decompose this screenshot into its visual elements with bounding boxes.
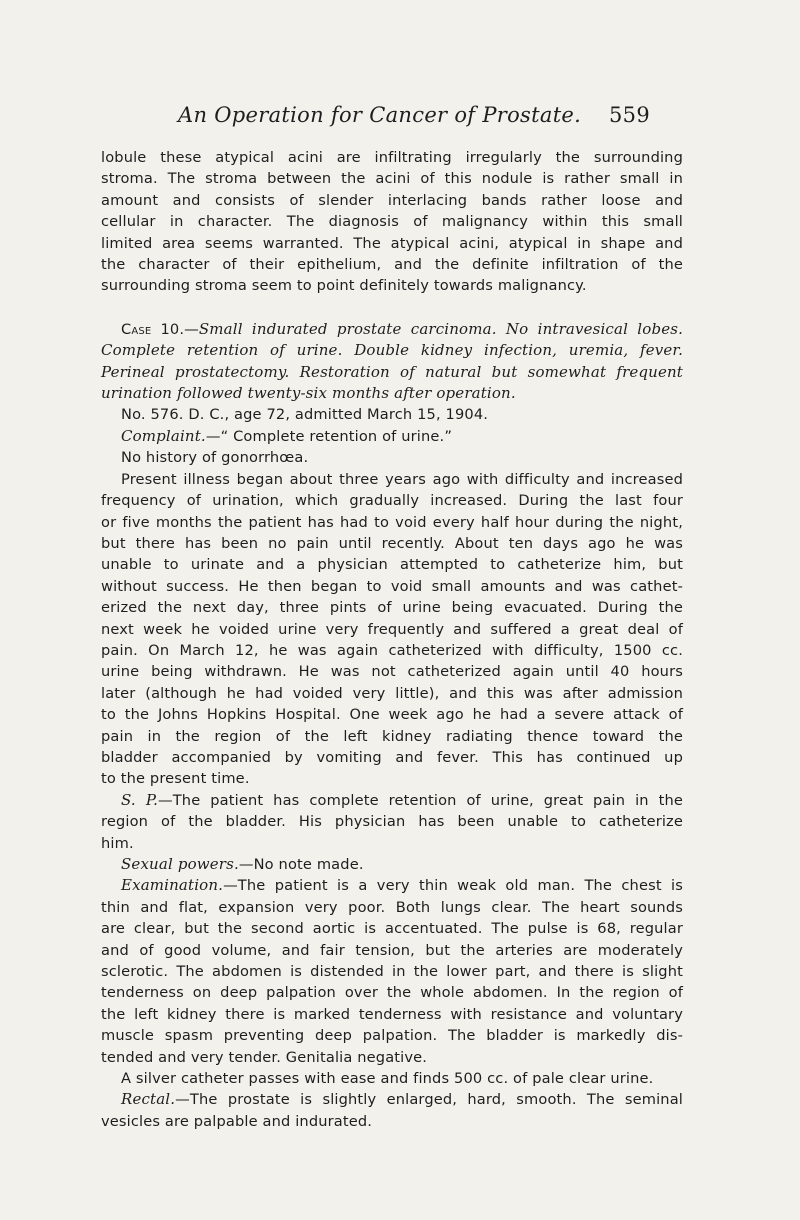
- text-line: pain in the region of the left kidney radiating thence toward the: [101, 727, 683, 745]
- sexual-label: Sexual powers.: [121, 855, 239, 873]
- examination-paragraph: [101, 875, 683, 1068]
- text-line: lobule these atypical acini are infiltrating irregularly the surrounding: [101, 149, 683, 166]
- text-line: vesicles are palpable and indurated.: [101, 1112, 373, 1130]
- text-line: to the present time.: [101, 770, 250, 788]
- text-line: limited area seems warranted. The atypical acini, atypical in shape and: [101, 234, 683, 252]
- sp-label: S. P.: [121, 790, 158, 809]
- paragraph-lobule: [101, 147, 683, 297]
- running-header: [178, 103, 650, 135]
- text-line: erized the next day, three pints of urine being evacuated. During the: [101, 599, 683, 617]
- running-title: An Operation for Cancer of Prostate.: [178, 103, 582, 127]
- rectal-text: —The prostate is slightly enlarged, hard, smooth. The seminal: [175, 1091, 683, 1109]
- text-line: to the Johns Hopkins Hospital. One week ago he had a severe attack of: [101, 706, 683, 724]
- rectal-paragraph: [101, 1089, 683, 1132]
- sp-text: —The patient has complete retention of urine, great pain in the: [158, 791, 683, 809]
- text-line: later (although he had voided very little), and this was after admission: [101, 684, 683, 702]
- text-line: unable to urinate and a physician attempted to catheterize him, but: [101, 556, 683, 574]
- case-label: Case: [121, 320, 152, 338]
- text-line: without success. He then began to void small amounts and was cathet-: [101, 577, 683, 595]
- text-line: sclerotic. The abdomen is distended in the lower part, and there is slight: [101, 963, 683, 981]
- text-line: urine being withdrawn. He was not catheterized again until 40 hours: [101, 663, 683, 681]
- history-line: No history of gonorrhœa.: [121, 449, 309, 467]
- case-title-line: urination followed twenty-six months after operation.: [101, 384, 516, 403]
- case-number: 10.—: [151, 320, 199, 338]
- exam-label: Examination.: [121, 876, 224, 895]
- text-line: thin and flat, expansion very poor. Both lungs clear. The heart sounds: [101, 898, 683, 916]
- text-line: region of the bladder. His physician has been unable to catheterize: [101, 813, 683, 831]
- text-line: or five months the patient has had to void every half hour during the night,: [101, 513, 683, 531]
- text-line: [101, 319, 683, 340]
- sexual-text: —No note made.: [238, 856, 364, 873]
- text-line: bladder accompanied by vomiting and fever. This has continued up: [101, 748, 683, 766]
- text-line: but there has been no pain until recently. About ten days ago he was: [101, 534, 683, 552]
- text-line: [101, 790, 683, 811]
- text-line: [101, 875, 683, 896]
- page-body: [101, 147, 683, 1132]
- sp-paragraph: [101, 790, 683, 854]
- case-title-line: Complete retention of urine. Double kidney infection, uremia, fever.: [101, 341, 683, 360]
- text-line: tenderness on deep palpation over the whole abdomen. In the region of: [101, 984, 683, 1002]
- text-line: muscle spasm preventing deep palpation. The bladder is markedly dis-: [101, 1027, 683, 1045]
- complaint-label: Complaint.: [121, 426, 206, 445]
- sexual-powers-line: [101, 854, 683, 875]
- admission-line: No. 576. D. C., age 72, admitted March 15, 1904.: [121, 406, 489, 424]
- present-illness-paragraph: [101, 469, 683, 790]
- text-line: next week he voided urine very frequently and suffered a great deal of: [101, 620, 683, 638]
- rectal-label: Rectal.: [121, 1090, 176, 1109]
- case-title-line: Small indurated prostate carcinoma. No intravesical lobes.: [198, 319, 683, 338]
- text-line: pain. On March 12, he was again catheterized with difficulty, 1500 cc.: [101, 641, 683, 659]
- text-line: tended and very tender. Genitalia negative.: [101, 1048, 428, 1066]
- text-line: [101, 1089, 683, 1110]
- text-line: surrounding stroma seem to point definitely towards malignancy.: [101, 277, 587, 295]
- exam-text: —The patient is a very thin weak old man. The chest is: [223, 877, 683, 895]
- text-line: [101, 362, 683, 383]
- text-line: frequency of urination, which gradually increased. During the last four: [101, 492, 683, 510]
- spacer: [101, 297, 683, 319]
- text-line: Present illness began about three years ago with difficulty and increased: [121, 470, 683, 488]
- catheter-line: A silver catheter passes with ease and finds 500 cc. of pale clear urine.: [121, 1070, 654, 1088]
- text-line: and of good volume, and fair tension, but the arteries are moderately: [101, 941, 683, 959]
- text-line: stroma. The stroma between the acini of this nodule is rather small in: [101, 170, 683, 188]
- text-line: the character of their epithelium, and the definite infiltration of the: [101, 256, 683, 274]
- case-title-line: Perineal prostatectomy. Restoration of natural but somewhat frequent: [101, 362, 683, 381]
- text-line: cellular in character. The diagnosis of malignancy within this small: [101, 213, 683, 231]
- text-line: amount and consists of slender interlacing bands rather loose and: [101, 191, 683, 209]
- text-line: the left kidney there is marked tenderness with resistance and voluntary: [101, 1005, 683, 1023]
- text-line: him.: [101, 834, 134, 852]
- page-number: 559: [609, 103, 650, 127]
- text-line: [101, 340, 683, 361]
- complaint-line: [101, 426, 683, 447]
- case-heading: [101, 319, 683, 405]
- text-line: are clear, but the second aortic is accentuated. The pulse is 68, regular: [101, 920, 683, 938]
- text-line: [101, 383, 683, 404]
- complaint-text: —“ Complete retention of urine.”: [205, 427, 453, 445]
